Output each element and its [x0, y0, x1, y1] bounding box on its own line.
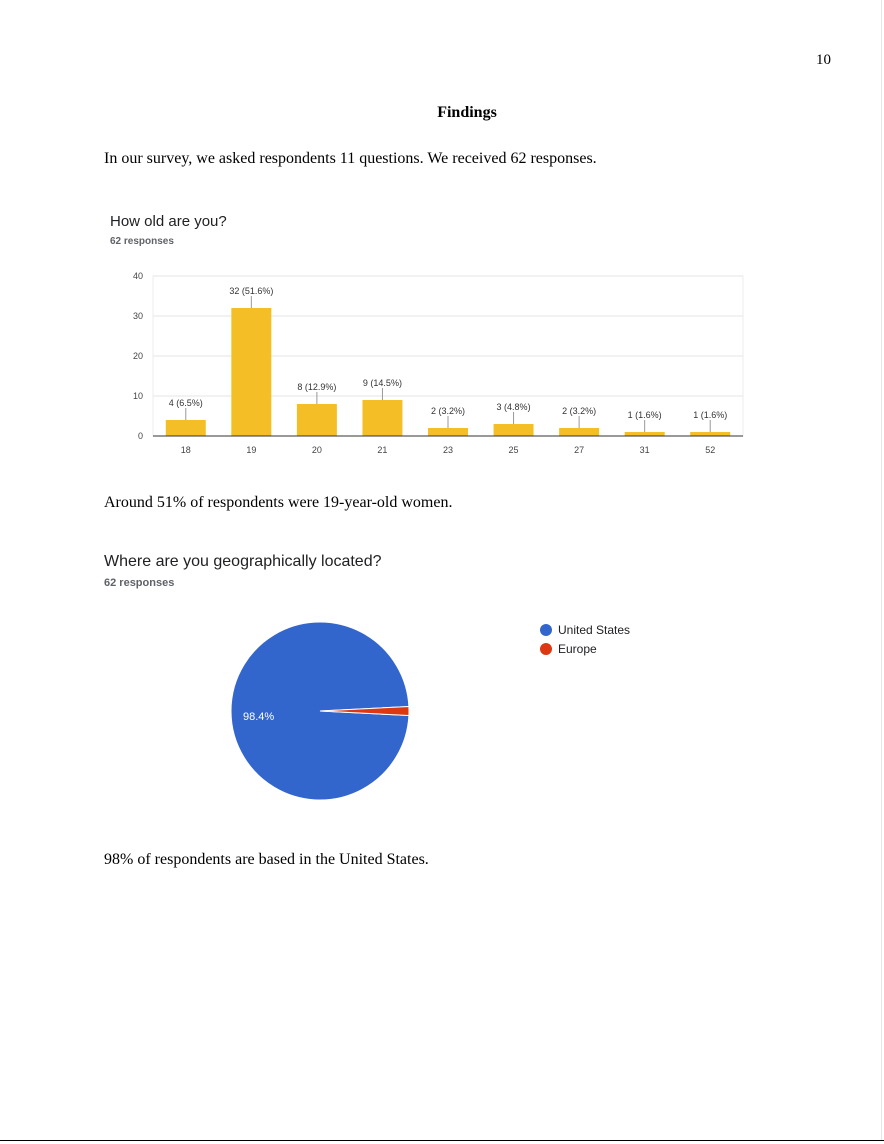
x-tick-label: 31: [639, 445, 650, 455]
section-heading: Findings: [437, 104, 497, 121]
page-number: 10: [816, 52, 831, 68]
location-chart-response-count: 62 responses: [104, 577, 175, 589]
x-tick-label: 21: [377, 445, 388, 455]
bar: [231, 308, 271, 436]
location-chart-title: Where are you geographically located?: [104, 553, 382, 570]
x-tick-label: 20: [311, 445, 322, 455]
x-tick-label: 52: [705, 445, 716, 455]
legend-swatch: [540, 624, 552, 636]
y-tick-label: 30: [132, 311, 143, 321]
x-tick-label: 19: [246, 445, 257, 455]
data-label: 1 (1.6%): [693, 410, 728, 420]
data-label: 2 (3.2%): [562, 406, 597, 416]
age-chart-title: How old are you?: [110, 213, 227, 230]
bar: [428, 428, 468, 436]
data-label: 1 (1.6%): [627, 410, 662, 420]
x-tick-label: 18: [180, 445, 191, 455]
age-chart-response-count: 62 responses: [110, 236, 174, 247]
bar: [297, 404, 337, 436]
bar: [166, 420, 206, 436]
y-tick-label: 40: [132, 271, 143, 281]
x-tick-label: 27: [574, 445, 585, 455]
age-bar-chart: [110, 266, 750, 466]
y-tick-label: 0: [137, 431, 143, 441]
x-tick-label: 25: [508, 445, 519, 455]
location-pie-chart: [220, 610, 420, 810]
y-tick-label: 20: [132, 351, 143, 361]
pie-legend: [540, 620, 630, 658]
data-label: 32 (51.6%): [229, 286, 274, 296]
bar: [362, 400, 402, 436]
bar: [494, 424, 534, 436]
bar: [690, 432, 730, 436]
data-label: 4 (6.5%): [168, 398, 203, 408]
data-label: 3 (4.8%): [496, 402, 531, 412]
paragraph-age-finding: Around 51% of respondents were 19-year-old women.: [104, 494, 453, 511]
bar: [559, 428, 599, 436]
legend-label: United States: [558, 622, 631, 637]
data-label: 2 (3.2%): [430, 406, 466, 416]
slice-label: 98.4%: [243, 711, 275, 723]
legend-label: Europe: [558, 641, 597, 656]
paragraph-location-finding: 98% of respondents are based in the United States.: [104, 851, 429, 868]
data-label: 8 (12.9%): [297, 382, 337, 392]
legend-item: [540, 639, 630, 658]
bar: [625, 432, 665, 436]
x-tick-label: 23: [442, 445, 454, 455]
paragraph-survey-intro: In our survey, we asked respondents 11 questions. We received 62 responses.: [104, 150, 597, 167]
page-bottom-border: [0, 1140, 884, 1141]
legend-item: [540, 620, 630, 639]
data-label: 9 (14.5%): [362, 378, 402, 388]
legend-swatch: [540, 643, 552, 655]
page-edge: [881, 0, 882, 1141]
y-tick-label: 10: [132, 391, 143, 401]
